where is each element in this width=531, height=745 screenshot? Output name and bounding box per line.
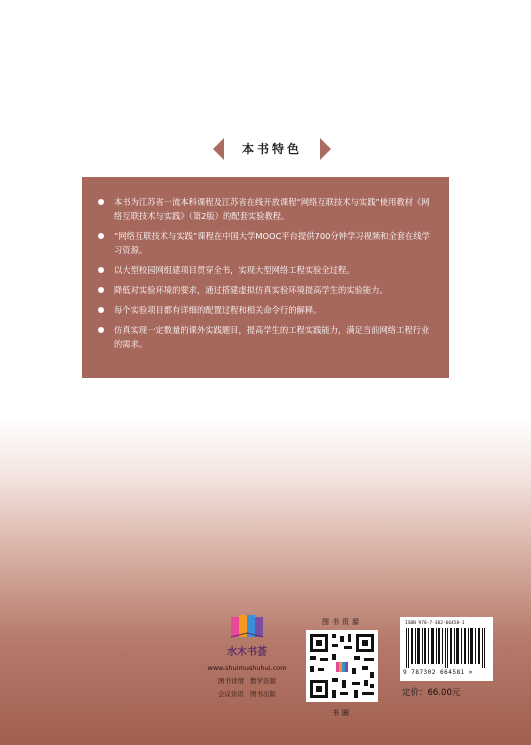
barcode-number: 9 787302 664581 > <box>403 669 473 676</box>
publisher-block <box>192 613 302 698</box>
features-box <box>82 177 449 378</box>
left-arrow-decoration <box>213 138 224 160</box>
right-arrow-decoration <box>320 138 331 160</box>
bullet-icon <box>98 199 104 205</box>
feature-text: 以大型校园网组建项目贯穿全书，实现大型网络工程实验全过程。 <box>114 265 355 275</box>
isbn-block <box>400 617 493 698</box>
feature-item <box>114 303 435 317</box>
feature-text: 本书为江苏省一流本科课程及江苏省在线开放课程“网络互联技术与实践”使用教材《网络互联技术与实践》（第2版）的配套实验教程。 <box>114 197 430 221</box>
section-title: 本书特色 <box>241 142 302 156</box>
price-value: 66.00元 <box>427 688 461 698</box>
feature-item <box>114 195 435 223</box>
bullet-icon <box>98 307 104 313</box>
feature-text: 每个实验项目都有详细的配置过程和相关命令行的解释。 <box>114 305 322 315</box>
feature-text: 降低对实验环境的要求，通过搭建虚拟仿真实验环境提高学生的实验能力。 <box>114 285 388 295</box>
publisher-brand: 水木书荟 <box>227 647 267 658</box>
qr-code-icon <box>306 630 378 702</box>
publisher-links-row-2: 会议资讯 图书出版 <box>217 690 277 698</box>
bullet-icon <box>98 267 104 273</box>
feature-item <box>114 283 435 297</box>
publisher-url[interactable]: www.shuimushuhui.com <box>207 664 287 672</box>
qr-title: 图书资源 <box>322 618 362 626</box>
feature-text: 仿真实现一定数量的课外实践题目，提高学生的工程实践能力，满足当前网络工程行业的需求。 <box>114 325 430 349</box>
isbn-text: ISBN 978-7-302-66458-1 <box>405 621 465 626</box>
isbn-barcode-box <box>400 617 493 681</box>
qr-code[interactable] <box>306 630 378 702</box>
features-list <box>114 195 435 351</box>
feature-text: “网络互联技术与实践”课程在中国大学MOOC平台提供700分钟学习视频和全套在线学习资源。 <box>114 231 430 255</box>
feature-item <box>114 323 435 351</box>
feature-item <box>114 229 435 257</box>
publisher-links-row-1: 图书详情 教学资源 <box>217 677 277 685</box>
feature-item <box>114 263 435 277</box>
bullet-icon <box>98 233 104 239</box>
barcode-icon <box>406 628 488 668</box>
qr-caption: 书圈 <box>332 709 352 717</box>
section-title-tag <box>213 136 331 162</box>
bullet-icon <box>98 287 104 293</box>
book-logo-icon <box>229 613 265 641</box>
qr-block <box>306 617 378 718</box>
bullet-icon <box>98 327 104 333</box>
price <box>402 686 460 698</box>
price-label: 定价： <box>402 688 428 698</box>
